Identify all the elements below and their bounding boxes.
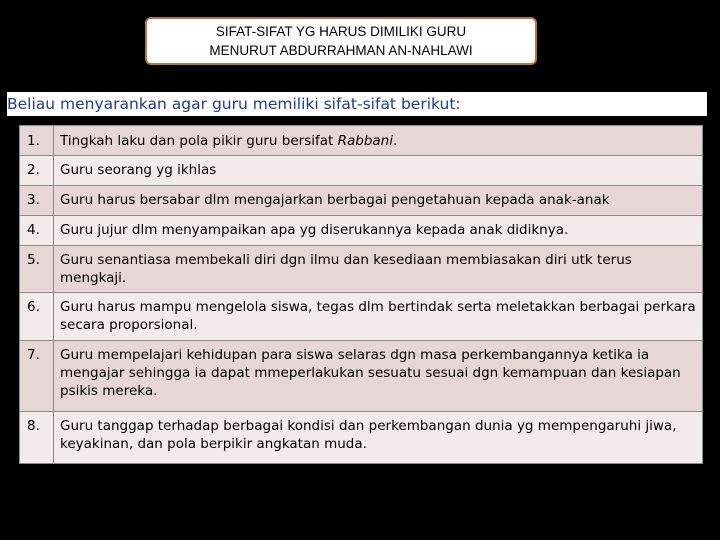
item-text — [54, 126, 703, 156]
item-text-main: Tingkah laku dan pola pikir guru bersifat — [60, 133, 338, 149]
item-number: 2. — [20, 156, 54, 186]
table-row — [20, 293, 703, 341]
table-row — [20, 216, 703, 246]
item-number: 8. — [20, 412, 54, 464]
table-row — [20, 186, 703, 216]
item-text: Guru seorang yg ikhlas — [54, 156, 703, 186]
intro-text: Beliau menyarankan agar guru memiliki sifat-sifat berikut: — [7, 92, 707, 116]
table-row — [20, 156, 703, 186]
item-text-suffix: . — [392, 133, 398, 149]
item-text: Guru jujur dlm menyampaikan apa yg diserukannya kepada anak didiknya. — [54, 216, 703, 246]
title-box — [145, 17, 537, 65]
item-number: 3. — [20, 186, 54, 216]
item-text: Guru harus bersabar dlm mengajarkan berbagai pengetahuan kepada anak-anak — [54, 186, 703, 216]
item-number: 4. — [20, 216, 54, 246]
item-number: 5. — [20, 246, 54, 293]
item-text: Guru senantiasa membekali diri dgn ilmu dan kesediaan membiasakan diri utk terus mengkaji. — [54, 246, 703, 293]
table-row — [20, 126, 703, 156]
item-number: 1. — [20, 126, 54, 156]
table-row — [20, 412, 703, 464]
title-line-1: SIFAT-SIFAT YG HARUS DIMILIKI GURU — [215, 24, 467, 39]
item-text: Guru tanggap terhadap berbagai kondisi dan perkembangan dunia yg mempengaruhi jiwa, keyakinan, dan pola berpikir angkatan muda. — [54, 412, 703, 464]
item-text-italic: Rabbani — [337, 133, 393, 149]
table-row — [20, 246, 703, 293]
item-text: Guru harus mampu mengelola siswa, tegas dlm bertindak serta meletakkan berbagai perkara secara proporsional. — [54, 293, 703, 341]
item-text: Guru mempelajari kehidupan para siswa selaras dgn masa perkembangannya ketika ia mengajar sehingga ia dapat mmeperlakukan sesuatu sesuai dgn kemampuan dan kesiapan psikis mereka. — [54, 341, 703, 412]
item-number: 7. — [20, 341, 54, 412]
table-row — [20, 341, 703, 412]
title-line-2: MENURUT ABDURRAHMAN AN-NAHLAWI — [209, 43, 473, 58]
traits-table — [19, 125, 703, 464]
item-number: 6. — [20, 293, 54, 341]
